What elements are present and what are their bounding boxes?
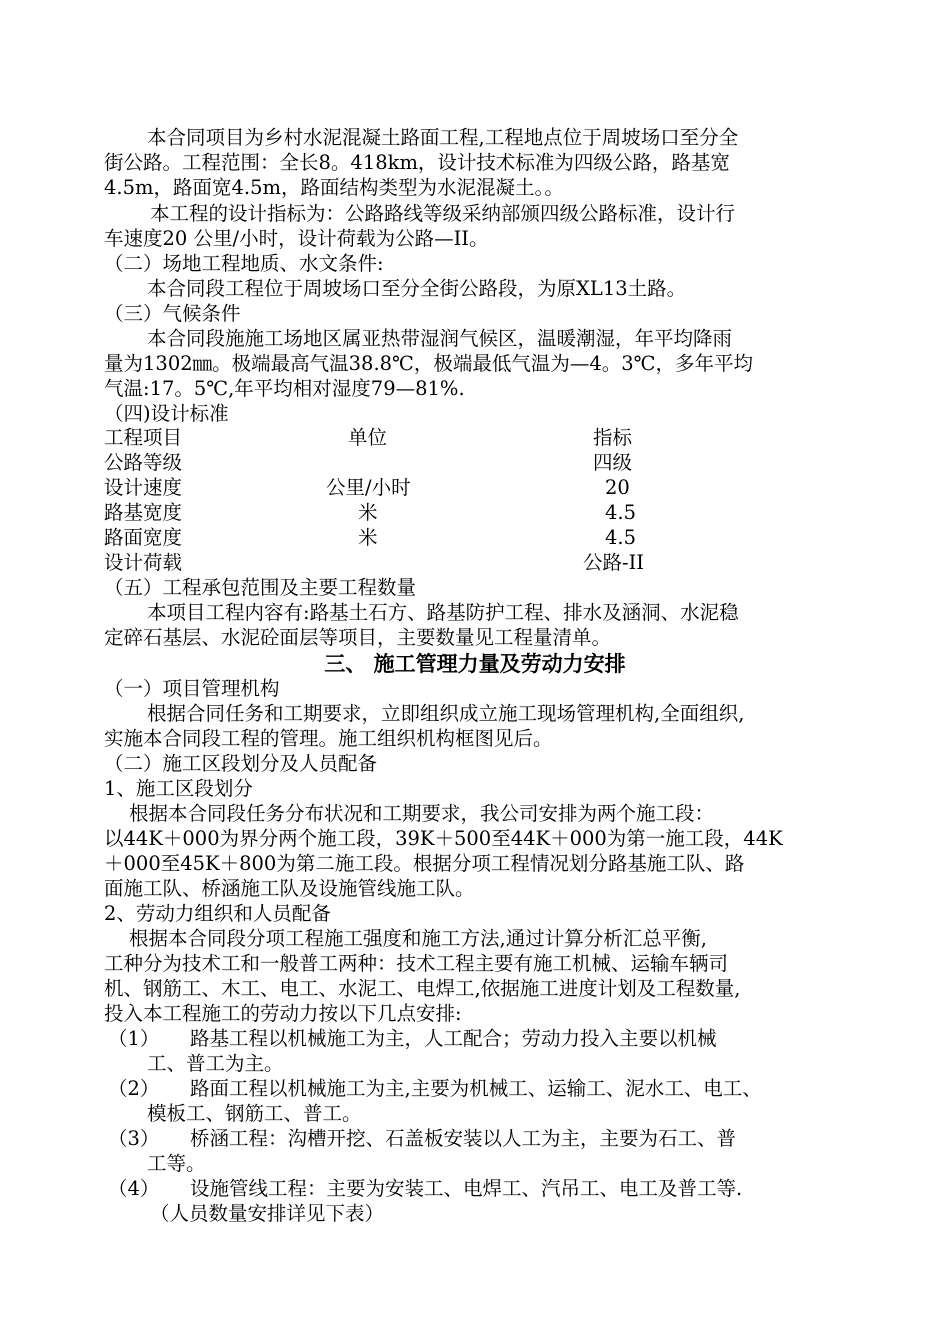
list-item: 路基工程以机械施工为主，人工配合；劳动力投入主要以机械	[190, 1027, 717, 1050]
paragraph-line: 气温:17。5℃,年平均相对湿度79—81%.	[104, 377, 465, 400]
list-item: 工等。	[147, 1152, 206, 1175]
paragraph-line: 机、钢筋工、木工、电工、水泥工、电焊工,依据施工进度计划及工程数量,	[104, 977, 741, 1000]
table-cell: 4.5	[605, 526, 637, 549]
table-cell: 路基宽度	[104, 501, 183, 524]
table-header-value: 指标	[593, 426, 633, 449]
table-cell: 20	[605, 476, 630, 499]
list-item: 工、普工为主。	[147, 1052, 284, 1075]
subheading: （三）气候条件	[104, 302, 241, 325]
paragraph-line: 车速度20 公里/小时，设计荷载为公路—II。	[104, 227, 489, 250]
table-cell: 公里/小时	[326, 476, 411, 499]
paragraph-line: 工种分为技术工和一般普工两种：技术工程主要有施工机械、运输车辆司	[104, 952, 729, 975]
list-item: （人员数量安排详见下表）	[150, 1202, 385, 1225]
paragraph-line: 本项目工程内容有:路基土石方、路基防护工程、排水及涵洞、水泥稳	[147, 601, 739, 624]
table-header-item: 工程项目	[104, 426, 183, 449]
list-item-number: （2）	[108, 1077, 160, 1100]
subheading: （二）场地工程地质、水文条件:	[104, 252, 384, 275]
table-cell: 四级	[593, 451, 633, 474]
list-item: 模板工、钢筋工、普工。	[147, 1102, 362, 1125]
list-item: 桥涵工程：沟槽开挖、石盖板安装以人工为主，主要为石工、普	[190, 1127, 737, 1150]
subheading: （四)设计标准	[104, 402, 229, 425]
table-cell: 公路等级	[104, 451, 183, 474]
table-cell: 设计荷载	[104, 551, 183, 574]
paragraph-line: 以44K＋000为界分两个施工段，39K＋500至44K＋000为第一施工段，44K	[104, 827, 783, 850]
table-cell: 路面宽度	[104, 526, 183, 549]
subheading: （一）项目管理机构	[104, 677, 280, 700]
paragraph-line: 街公路。工程范围：全长8。418km，设计技术标准为四级公路，路基宽	[104, 151, 730, 174]
paragraph-line: 面施工队、桥涵施工队及设施管线施工队。	[104, 877, 475, 900]
table-cell: 米	[358, 501, 378, 524]
paragraph-line: 根据本合同段分项工程施工强度和施工方法,通过计算分析汇总平衡,	[129, 927, 707, 950]
subheading: 1、施工区段划分	[104, 777, 253, 800]
paragraph-line: 本合同段工程位于周坡场口至分全街公路段，为原XL13土路。	[147, 277, 687, 300]
paragraph-line: 本合同段施施工场地区属亚热带湿润气候区，温暖潮湿，年平均降雨	[147, 327, 733, 350]
paragraph-line: 投入本工程施工的劳动力按以下几点安排:	[104, 1002, 462, 1025]
list-item: 设施管线工程：主要为安装工、电焊工、汽吊工、电工及普工等.	[190, 1177, 743, 1200]
list-item-number: （4）	[108, 1177, 160, 1200]
paragraph-line: 根据合同任务和工期要求，立即组织成立施工现场管理机构,全面组织,	[147, 702, 745, 725]
paragraph-line: 本工程的设计指标为：公路路线等级采纳部颁四级公路标准，设计行	[150, 202, 736, 225]
table-cell: 公路-II	[583, 551, 644, 574]
paragraph-line: 量为1302㎜。极端最高气温38.8℃，极端最低气温为—4。3℃，多年平均	[104, 352, 753, 375]
table-cell: 4.5	[605, 501, 637, 524]
paragraph-line: 根据本合同段任务分布状况和工期要求，我公司安排为两个施工段：	[129, 802, 715, 825]
paragraph-line: ＋000至45K＋800为第二施工段。根据分项工程情况划分路基施工队、路	[104, 852, 745, 875]
subheading: （五）工程承包范围及主要工程数量	[104, 576, 417, 599]
list-item: 路面工程以机械施工为主,主要为机械工、运输工、泥水工、电工、	[190, 1077, 762, 1100]
section-title: 三、 施工管理力量及劳动力安排	[324, 651, 626, 676]
list-item-number: （3）	[108, 1127, 160, 1150]
subheading: 2、劳动力组织和人员配备	[104, 902, 331, 925]
paragraph-line: 本合同项目为乡村水泥混凝土路面工程,工程地点位于周坡场口至分全	[147, 126, 739, 149]
paragraph-line: 实施本合同段工程的管理。施工组织机构框图见后。	[104, 727, 553, 750]
table-cell: 米	[358, 526, 378, 549]
paragraph-line: 4.5m，路面宽4.5m，路面结构类型为水泥混凝土。。	[104, 176, 564, 199]
table-cell: 设计速度	[104, 476, 183, 499]
paragraph-line: 定碎石基层、水泥砼面层等项目，主要数量见工程量清单。	[104, 626, 612, 649]
list-item-number: （1）	[108, 1027, 160, 1050]
table-header-unit: 单位	[348, 426, 388, 449]
subheading: （二）施工区段划分及人员配备	[104, 752, 378, 775]
